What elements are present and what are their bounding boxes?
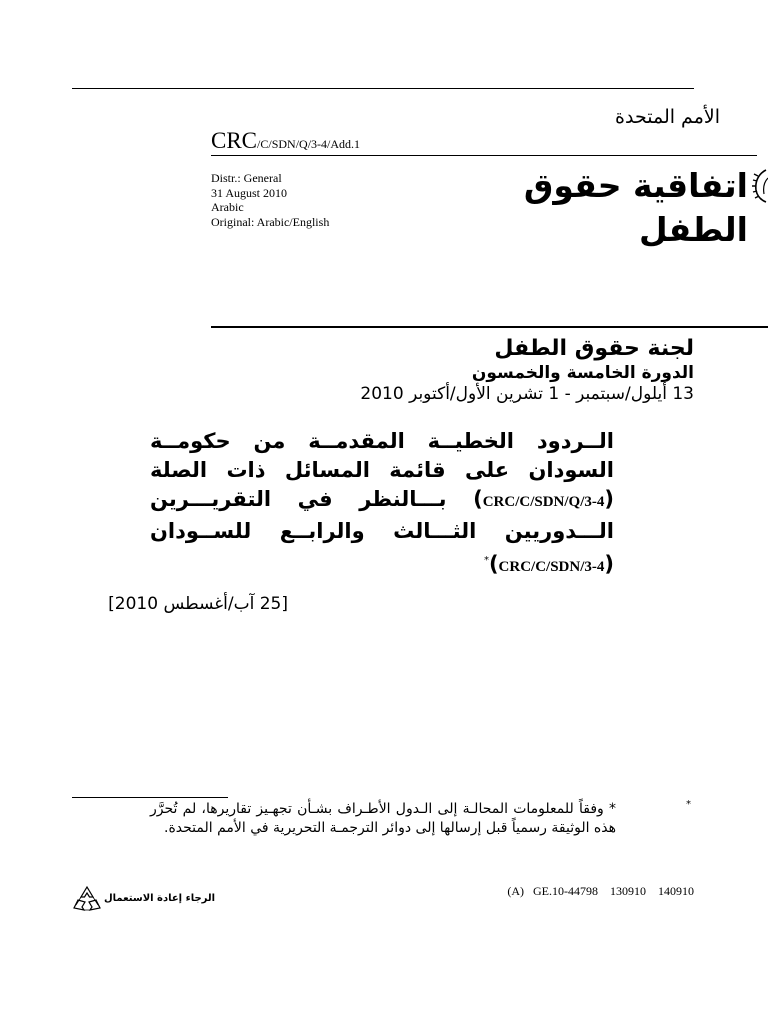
title-reference-2: CRC/C/SDN/3-4 <box>498 559 605 575</box>
job-number: (A) GE.10-44798 130910 140910 <box>507 884 694 898</box>
symbol-prefix: CRC <box>211 128 258 153</box>
title-footnote-ref: * <box>483 555 489 566</box>
title-part-3: ) <box>488 552 499 576</box>
document-date: [25 آب/أغسطس 2010] <box>108 594 288 614</box>
language: Arabic <box>211 200 244 214</box>
title-part-2: ) بـــالنظر في التقريـــرين الـــدوريين الثـــالث والرابــع للســودان ( <box>150 487 614 576</box>
committee-name: لجنة حقوق الطفل <box>494 336 694 361</box>
session-name: الدورة الخامسة والخمسون <box>471 363 694 383</box>
footnote-separator <box>72 797 228 798</box>
convention-title: اتفاقية حقوق الطفل <box>523 166 748 249</box>
recycle-icon <box>72 884 102 914</box>
un-emblem-icon <box>752 168 768 204</box>
session-dates: 13 أيلول/سبتمبر - 1 تشرين الأول/أكتوبر 2010 <box>360 384 694 404</box>
issue-date: 31 August 2010 <box>211 185 288 200</box>
title-part-1: الــردود الخطيــة المقدمــة من حكومــة السودان على قائمة المسائل ذات الصلة ( <box>150 429 614 511</box>
distribution: Distr.: General <box>211 171 282 185</box>
header-top-rule <box>72 88 694 89</box>
original-language: Original: Arabic/English <box>211 214 330 229</box>
document-title <box>150 427 614 582</box>
recycle-text: الرجاء إعادة الاستعمال <box>104 893 216 904</box>
symbol-rest: /C/SDN/Q/3-4/Add.1 <box>257 137 361 151</box>
distribution-block <box>211 171 329 229</box>
document-symbol <box>211 127 360 158</box>
header-bottom-rule <box>211 326 768 328</box>
footnote-text: * وفقاً للمعلومات المحالـة إلى الـدول الأطـراف بشـأن تجهـيز تقاريرها، لم تُحرَّر هذه الوثيقة رسمياً قبل إرسالها إلى دوائر الترجمـة التحريرية في الأمم المتحدة. <box>150 801 616 836</box>
footnote-marker: * <box>686 799 691 810</box>
un-name: الأمم المتحدة <box>615 106 720 128</box>
title-reference-1: CRC/C/SDN/Q/3-4 <box>482 494 605 510</box>
